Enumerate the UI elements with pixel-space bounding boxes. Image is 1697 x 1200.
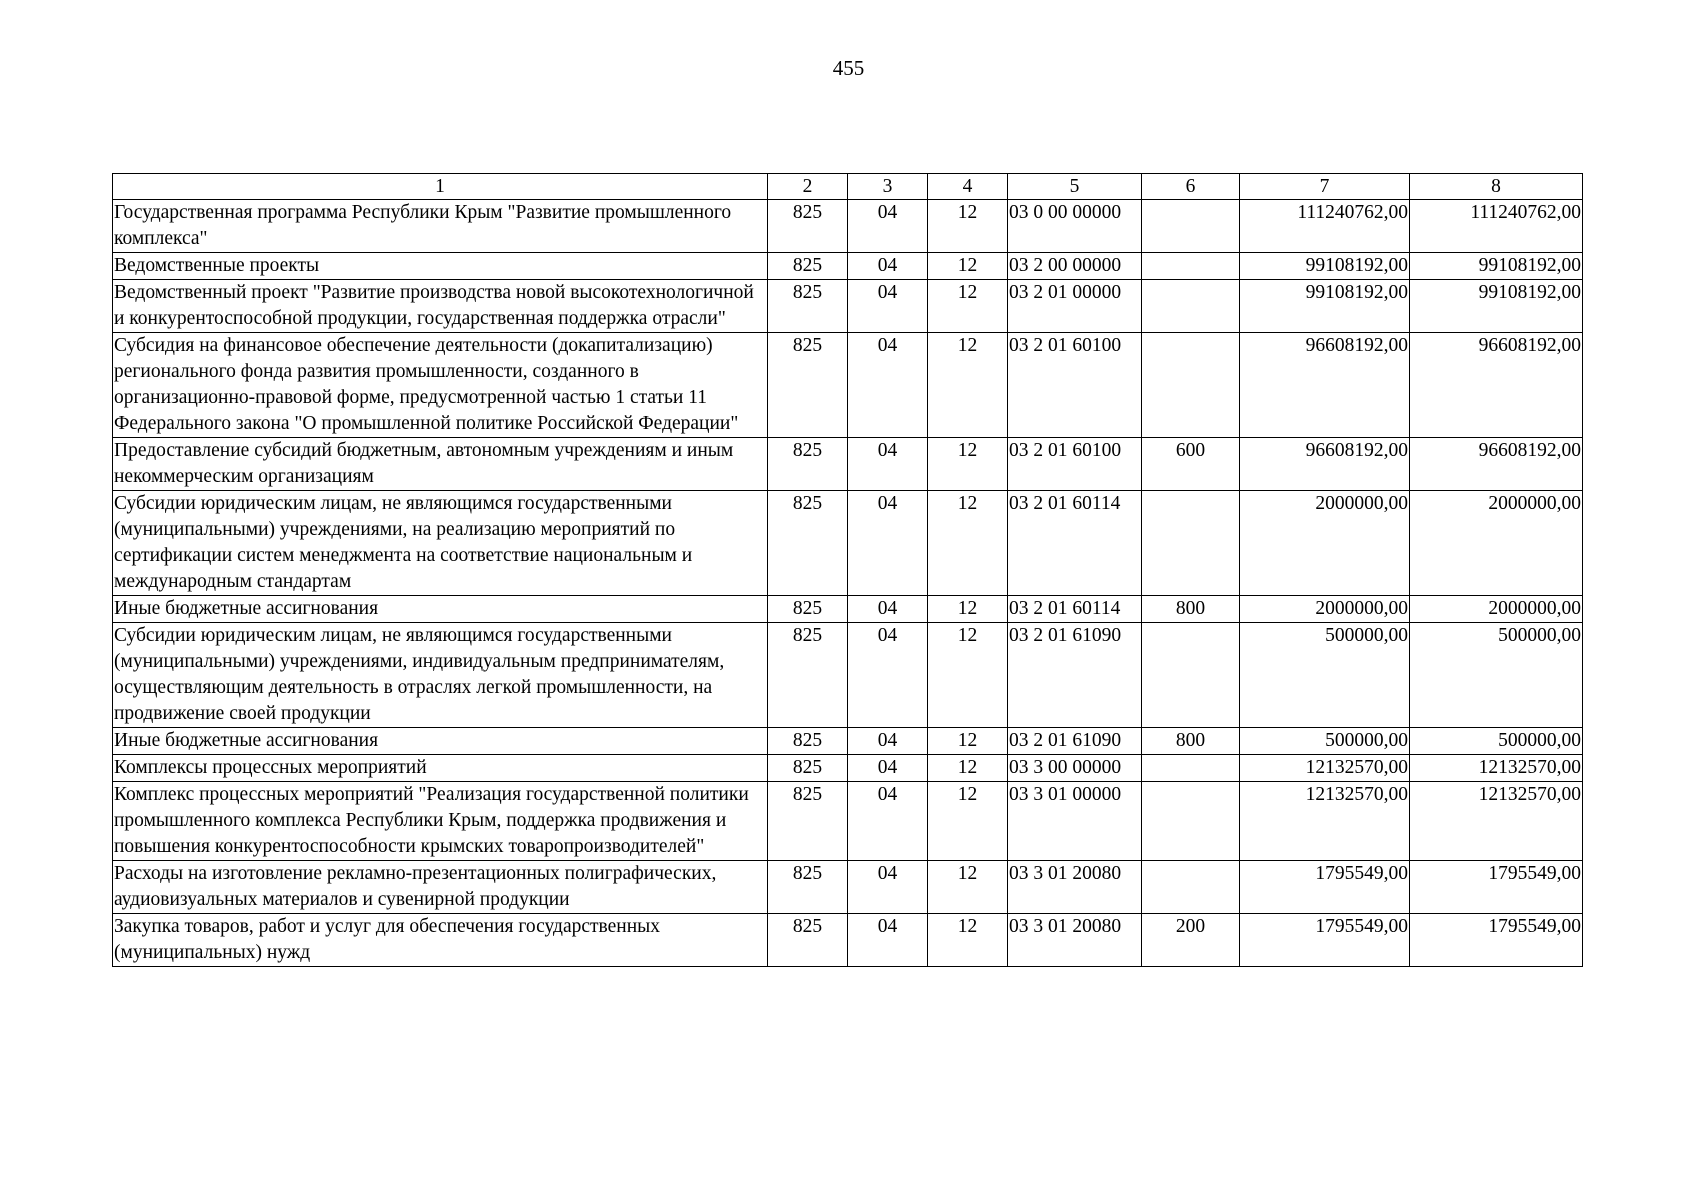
row-amount-8: 500000,00 — [1410, 728, 1583, 755]
row-code-6 — [1142, 491, 1240, 596]
row-code-4: 12 — [928, 728, 1008, 755]
row-name: Субсидии юридическим лицам, не являющимся государственными (муниципальными) учреждениями, индивидуальным предпринимателям, осуществляющим деятельность в отраслях легкой промышленности, на продвижение своей продукции — [113, 623, 768, 728]
row-amount-8: 1795549,00 — [1410, 914, 1583, 967]
row-amount-8: 96608192,00 — [1410, 438, 1583, 491]
column-header: 5 — [1008, 174, 1142, 200]
row-code-6: 600 — [1142, 438, 1240, 491]
budget-table — [112, 173, 1583, 967]
row-code-3: 04 — [848, 914, 928, 967]
row-code-5: 03 3 01 20080 — [1008, 861, 1142, 914]
row-code-4: 12 — [928, 782, 1008, 861]
row-code-3: 04 — [848, 438, 928, 491]
row-code-2: 825 — [768, 623, 848, 728]
row-name: Государственная программа Республики Крым "Развитие промышленного комплекса" — [113, 200, 768, 253]
row-amount-8: 12132570,00 — [1410, 755, 1583, 782]
row-code-2: 825 — [768, 596, 848, 623]
row-amount-7: 1795549,00 — [1240, 861, 1410, 914]
row-name: Закупка товаров, работ и услуг для обеспечения государственных (муниципальных) нужд — [113, 914, 768, 967]
row-name: Комплексы процессных мероприятий — [113, 755, 768, 782]
row-code-6: 800 — [1142, 728, 1240, 755]
row-code-2: 825 — [768, 728, 848, 755]
row-amount-8: 1795549,00 — [1410, 861, 1583, 914]
row-amount-7: 2000000,00 — [1240, 491, 1410, 596]
table-row — [113, 596, 1583, 623]
column-header: 2 — [768, 174, 848, 200]
row-name: Ведомственные проекты — [113, 253, 768, 280]
row-code-4: 12 — [928, 914, 1008, 967]
row-code-6 — [1142, 861, 1240, 914]
row-code-6: 200 — [1142, 914, 1240, 967]
table-row — [113, 253, 1583, 280]
row-code-5: 03 2 01 00000 — [1008, 280, 1142, 333]
row-code-4: 12 — [928, 491, 1008, 596]
row-code-5: 03 2 01 61090 — [1008, 728, 1142, 755]
row-code-5: 03 3 00 00000 — [1008, 755, 1142, 782]
row-code-4: 12 — [928, 438, 1008, 491]
row-code-3: 04 — [848, 596, 928, 623]
row-code-5: 03 2 01 60100 — [1008, 438, 1142, 491]
row-code-6 — [1142, 755, 1240, 782]
row-amount-7: 2000000,00 — [1240, 596, 1410, 623]
row-name: Иные бюджетные ассигнования — [113, 728, 768, 755]
row-amount-7: 12132570,00 — [1240, 782, 1410, 861]
row-code-6 — [1142, 782, 1240, 861]
row-code-3: 04 — [848, 623, 928, 728]
row-amount-8: 99108192,00 — [1410, 280, 1583, 333]
row-code-6: 800 — [1142, 596, 1240, 623]
column-header: 1 — [113, 174, 768, 200]
table-row — [113, 333, 1583, 438]
row-amount-7: 99108192,00 — [1240, 253, 1410, 280]
row-name: Иные бюджетные ассигнования — [113, 596, 768, 623]
row-code-4: 12 — [928, 333, 1008, 438]
row-code-3: 04 — [848, 253, 928, 280]
row-code-6 — [1142, 280, 1240, 333]
row-code-2: 825 — [768, 200, 848, 253]
row-code-2: 825 — [768, 861, 848, 914]
row-code-2: 825 — [768, 438, 848, 491]
row-code-2: 825 — [768, 253, 848, 280]
row-name: Предоставление субсидий бюджетным, автономным учреждениям и иным некоммерческим организациям — [113, 438, 768, 491]
header-row — [113, 174, 1583, 200]
row-code-3: 04 — [848, 333, 928, 438]
column-header: 4 — [928, 174, 1008, 200]
row-name: Субсидии юридическим лицам, не являющимся государственными (муниципальными) учреждениями, на реализацию мероприятий по сертификации систем менеджмента на соответствие национальным и международным стандартам — [113, 491, 768, 596]
row-amount-7: 12132570,00 — [1240, 755, 1410, 782]
row-code-5: 03 3 01 00000 — [1008, 782, 1142, 861]
row-amount-8: 111240762,00 — [1410, 200, 1583, 253]
table-row — [113, 755, 1583, 782]
row-code-4: 12 — [928, 861, 1008, 914]
row-name: Субсидия на финансовое обеспечение деятельности (докапитализацию) регионального фонда развития промышленности, созданного в организационно-правовой форме, предусмотренной частью 1 статьи 11 Федерального закона "О промышленной политике Российской Федерации" — [113, 333, 768, 438]
row-amount-8: 12132570,00 — [1410, 782, 1583, 861]
row-name: Ведомственный проект "Развитие производства новой высокотехнологичной и конкурентоспособной продукции, государственная поддержка отрасли" — [113, 280, 768, 333]
row-amount-7: 500000,00 — [1240, 623, 1410, 728]
row-code-3: 04 — [848, 491, 928, 596]
table-row — [113, 280, 1583, 333]
row-amount-8: 500000,00 — [1410, 623, 1583, 728]
row-code-5: 03 2 01 61090 — [1008, 623, 1142, 728]
row-code-4: 12 — [928, 596, 1008, 623]
row-code-3: 04 — [848, 728, 928, 755]
table-row — [113, 914, 1583, 967]
row-code-4: 12 — [928, 253, 1008, 280]
row-amount-7: 500000,00 — [1240, 728, 1410, 755]
row-amount-7: 1795549,00 — [1240, 914, 1410, 967]
row-amount-7: 99108192,00 — [1240, 280, 1410, 333]
row-amount-8: 2000000,00 — [1410, 491, 1583, 596]
row-code-5: 03 2 01 60114 — [1008, 596, 1142, 623]
row-amount-8: 96608192,00 — [1410, 333, 1583, 438]
row-code-5: 03 0 00 00000 — [1008, 200, 1142, 253]
row-code-5: 03 3 01 20080 — [1008, 914, 1142, 967]
page-number: 455 — [832, 56, 865, 80]
column-header: 8 — [1410, 174, 1583, 200]
row-code-3: 04 — [848, 755, 928, 782]
row-code-4: 12 — [928, 200, 1008, 253]
table-row — [113, 438, 1583, 491]
table-row — [113, 782, 1583, 861]
table-row — [113, 623, 1583, 728]
row-code-5: 03 2 00 00000 — [1008, 253, 1142, 280]
row-amount-7: 96608192,00 — [1240, 333, 1410, 438]
column-header: 3 — [848, 174, 928, 200]
row-code-2: 825 — [768, 914, 848, 967]
row-code-3: 04 — [848, 782, 928, 861]
row-code-3: 04 — [848, 200, 928, 253]
row-code-6 — [1142, 333, 1240, 438]
row-code-6 — [1142, 253, 1240, 280]
row-code-2: 825 — [768, 782, 848, 861]
table-row — [113, 728, 1583, 755]
row-code-4: 12 — [928, 280, 1008, 333]
table-row — [113, 861, 1583, 914]
row-name: Расходы на изготовление рекламно-презентационных полиграфических, аудиовизуальных материалов и сувенирной продукции — [113, 861, 768, 914]
table-row — [113, 491, 1583, 596]
table-body — [113, 200, 1583, 967]
row-code-2: 825 — [768, 280, 848, 333]
row-code-4: 12 — [928, 623, 1008, 728]
table-row — [113, 200, 1583, 253]
row-code-2: 825 — [768, 333, 848, 438]
row-code-6 — [1142, 200, 1240, 253]
row-code-3: 04 — [848, 280, 928, 333]
row-amount-8: 99108192,00 — [1410, 253, 1583, 280]
row-code-5: 03 2 01 60114 — [1008, 491, 1142, 596]
row-name: Комплекс процессных мероприятий "Реализация государственной политики промышленного комплекса Республики Крым, поддержка продвижения и повышения конкурентоспособности крымских товаропроизводителей" — [113, 782, 768, 861]
row-code-4: 12 — [928, 755, 1008, 782]
row-amount-7: 111240762,00 — [1240, 200, 1410, 253]
row-code-2: 825 — [768, 491, 848, 596]
column-header: 7 — [1240, 174, 1410, 200]
row-amount-7: 96608192,00 — [1240, 438, 1410, 491]
row-code-5: 03 2 01 60100 — [1008, 333, 1142, 438]
row-code-2: 825 — [768, 755, 848, 782]
column-header: 6 — [1142, 174, 1240, 200]
row-amount-8: 2000000,00 — [1410, 596, 1583, 623]
row-code-6 — [1142, 623, 1240, 728]
row-code-3: 04 — [848, 861, 928, 914]
